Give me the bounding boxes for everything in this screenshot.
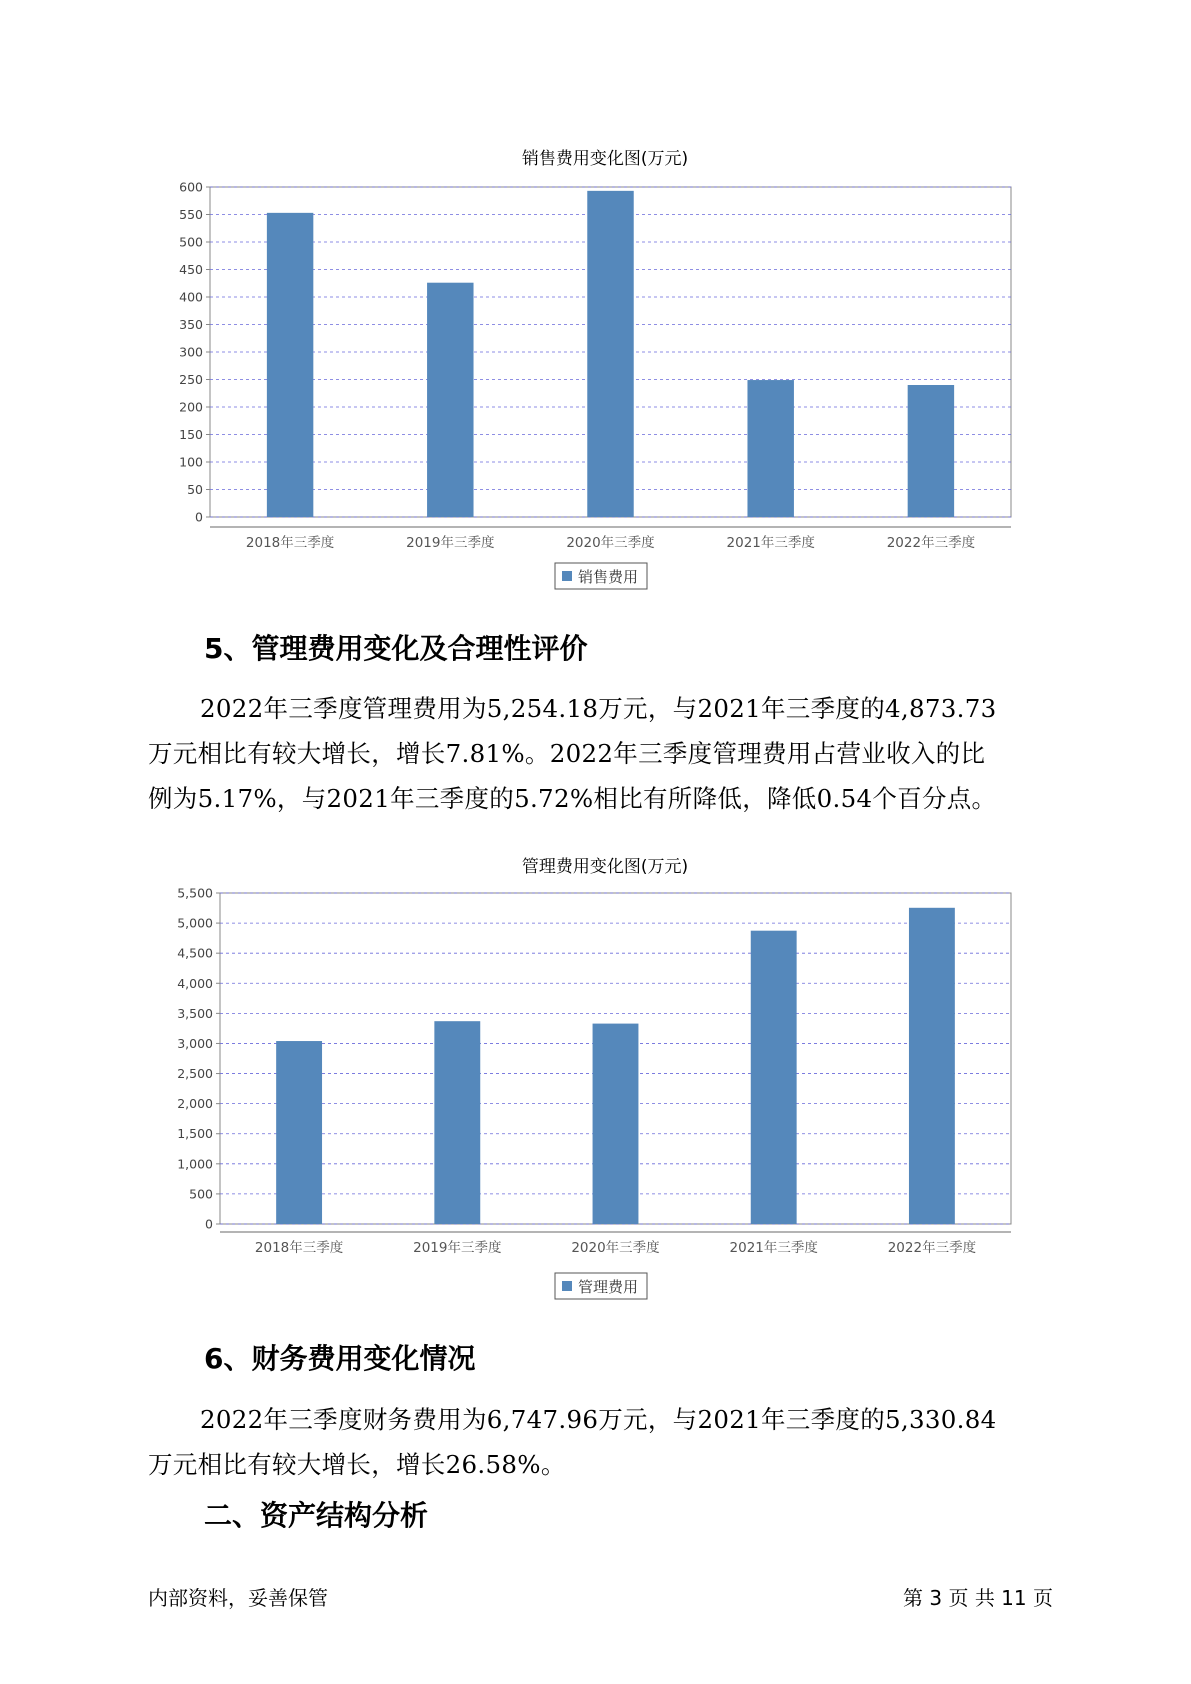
y-tick-label: 500 [179,234,203,250]
x-tick-label: 2020年三季度 [571,1240,660,1256]
y-tick-label: 400 [179,289,203,305]
y-tick-label: 4,500 [177,945,213,961]
bar [751,931,797,1224]
y-tick-label: 550 [179,207,203,222]
section-6-paragraph [148,1397,1048,1487]
paragraph-line: 2022年三季度管理费用为5,254.18万元，与2021年三季度的4,873.73 [200,694,997,723]
y-tick-label: 200 [179,399,203,415]
paragraph-line: 2022年三季度财务费用为6,747.96万元，与2021年三季度的5,330.84 [200,1405,997,1434]
y-tick-label: 2,000 [177,1096,213,1112]
y-tick-label: 1,000 [177,1156,213,1172]
x-tick-label: 2019年三季度 [406,535,495,551]
x-tick-label: 2019年三季度 [413,1240,502,1256]
footer-note: 内部资料，妥善保管 [148,1586,328,1610]
bar [593,1024,639,1224]
chart-title: 销售费用变化图(万元) [521,149,689,169]
page-number: 第 3 页 共 11 页 [903,1586,1053,1610]
bar [434,1021,480,1224]
paragraph-line: 例为5.17%，与2021年三季度的5.72%相比有所降低，降低0.54个百分点。 [148,784,997,813]
y-tick-label: 250 [179,372,203,387]
bar [909,908,955,1224]
y-tick-label: 5,000 [177,915,213,931]
chart-legend [555,1273,647,1299]
y-tick-label: 5,500 [177,885,213,901]
bar [276,1041,322,1224]
y-tick-label: 0 [195,509,203,525]
y-tick-label: 350 [179,317,203,332]
paragraph-line: 万元相比有较大增长，增长26.58%。 [148,1450,566,1479]
x-tick-label: 2021年三季度 [726,535,815,551]
x-tick-label: 2022年三季度 [886,535,976,551]
legend-swatch [562,1281,572,1291]
y-tick-label: 50 [187,482,203,497]
section-5-heading: 5、管理费用变化及合理性评价 [204,632,588,665]
y-tick-label: 2,500 [177,1066,213,1082]
section-5-paragraph [148,686,1048,821]
x-tick-label: 2021年三季度 [729,1240,818,1256]
section-two-heading: 二、资产结构分析 [204,1499,429,1532]
y-tick-label: 3,000 [177,1035,213,1051]
paragraph-line: 万元相比有较大增长，增长7.81%。2022年三季度管理费用占营业收入的比 [148,739,986,768]
x-tick-label: 2022年三季度 [887,1240,977,1256]
chart-title: 管理费用变化图(万元) [521,857,689,877]
y-tick-label: 150 [179,427,203,442]
y-tick-label: 4,000 [177,975,213,991]
y-tick-label: 3,500 [177,1005,213,1021]
legend-label: 销售费用 [578,568,639,586]
y-tick-label: 100 [179,454,203,470]
y-tick-label: 1,500 [177,1126,213,1142]
x-tick-label: 2020年三季度 [566,535,655,551]
y-tick-label: 300 [179,344,203,360]
y-tick-label: 500 [189,1186,213,1202]
legend-label: 管理费用 [578,1278,639,1296]
x-tick-label: 2018年三季度 [245,535,335,551]
y-tick-label: 600 [179,179,203,195]
y-tick-label: 450 [179,262,203,277]
y-tick-label: 0 [205,1216,213,1232]
section-6-heading: 6、财务费用变化情况 [204,1342,476,1375]
x-tick-label: 2018年三季度 [254,1240,344,1256]
